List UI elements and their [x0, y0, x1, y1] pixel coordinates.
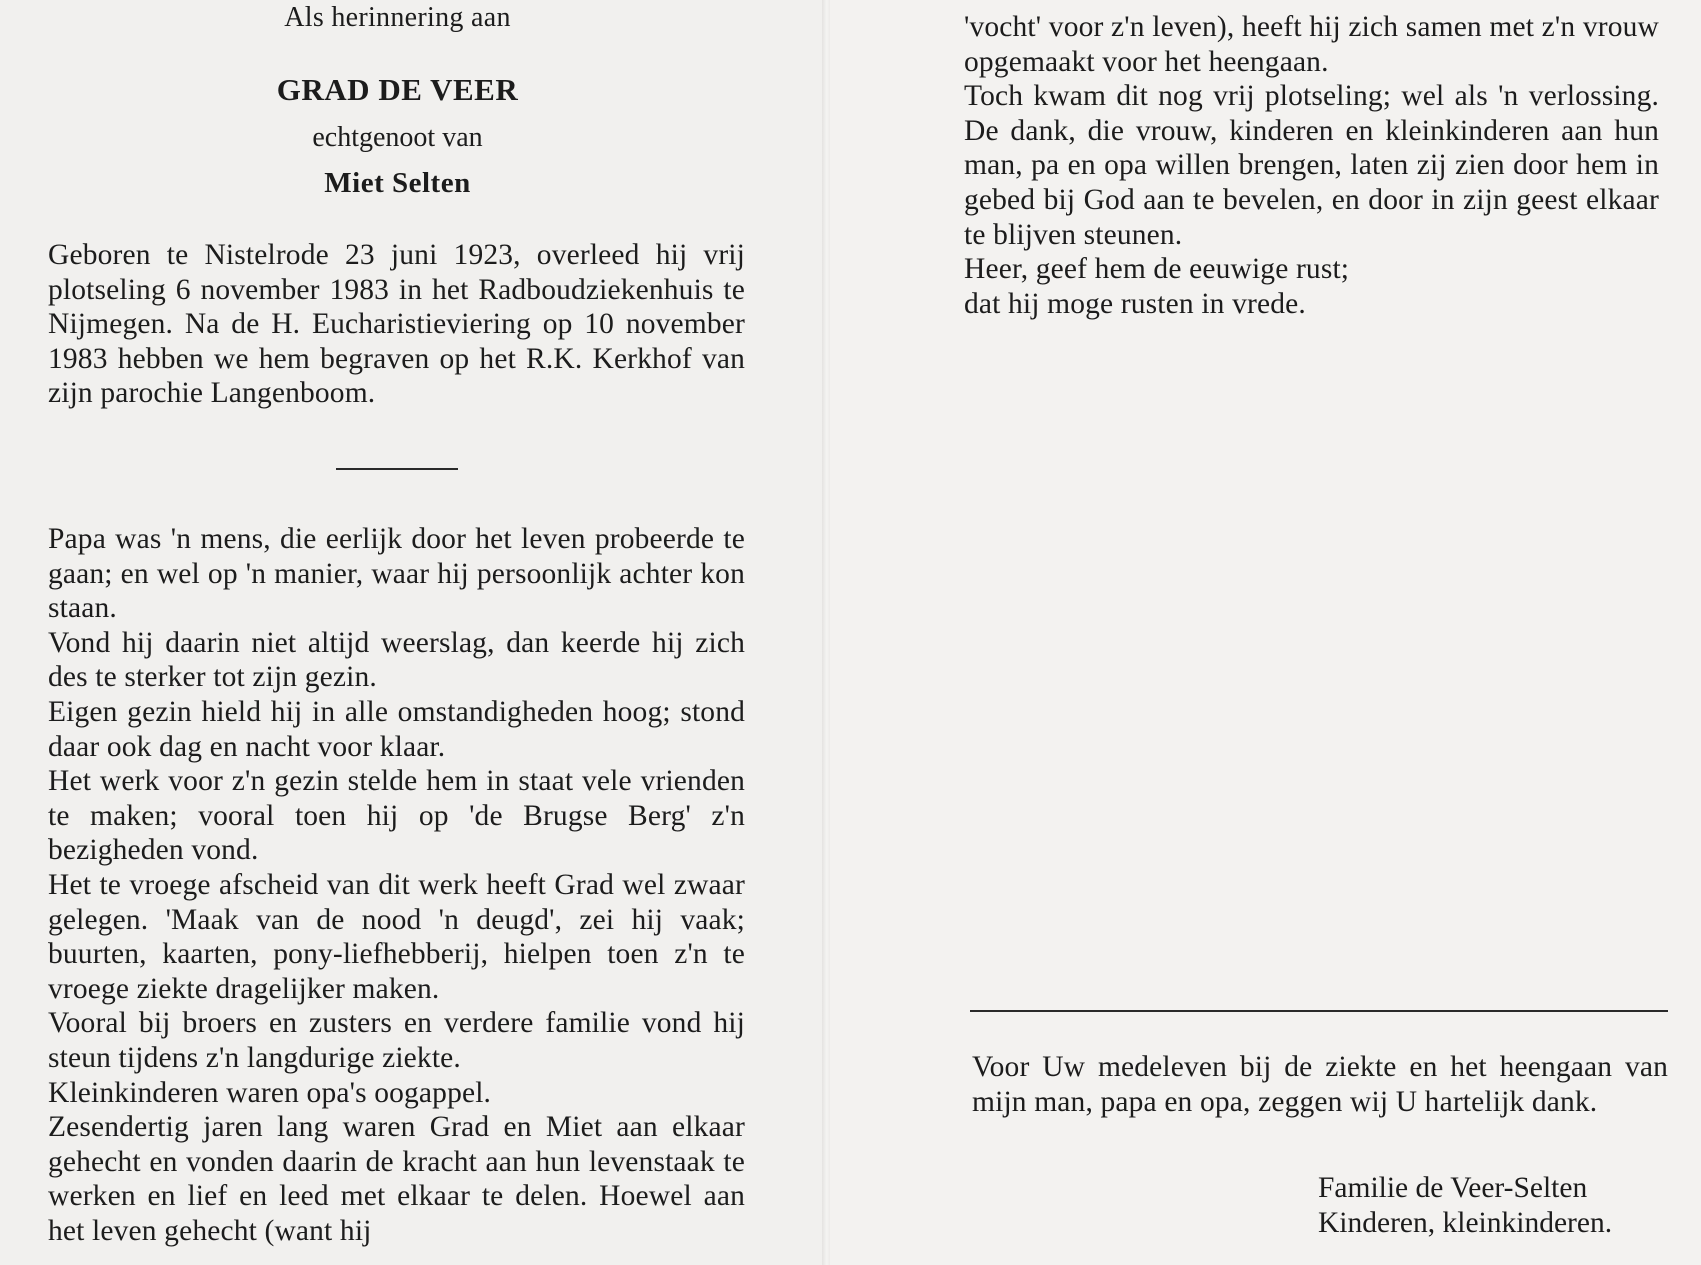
text-line: Het te vroege afscheid van dit werk heeft Grad wel zwaar gelegen. 'Maak van de nood 'n deugd', zei hij vaak; buurten, kaarten, pony-liefhebberij, hielpen toen z'n te vroege ziekte dragelijker maken. — [48, 868, 745, 1005]
text-line: Kleinkinderen waren opa's oogappel. — [48, 1076, 492, 1109]
memorial-text-continued — [964, 10, 1659, 321]
spouse-name: Miet Selten — [324, 167, 471, 199]
text-line: Het werk voor z'n gezin stelde hem in staat vele vrienden te maken; vooral toen hij op 'de Brugse Berg' z'n bezigheden vond. — [48, 765, 745, 867]
spouse-label: echtgenoot van — [312, 122, 483, 153]
text-line: Heer, geef hem de eeuwige rust; — [964, 253, 1350, 286]
text-line: Papa was 'n mens, die eerlijk door het leven probeerde te gaan; en wel op 'n manier, waar hij persoonlijk achter kon staan. — [48, 523, 745, 625]
card-fold — [822, 0, 830, 1265]
text-line: dat hij moge rusten in vrede. — [964, 287, 1306, 320]
intro-line: Als herinnering aan — [284, 2, 511, 33]
text-line: 'vocht' voor z'n leven), heeft hij zich samen met z'n vrouw opgemaakt voor het heengaan. — [964, 11, 1659, 78]
memorial-text — [48, 522, 745, 1248]
text-line: Zesendertig jaren lang waren Grad en Miet aan elkaar gehecht en vonden daarin de kracht aan hun levenstaak te werken en lief en leed met elkaar te delen. Hoewel aan het leven gehecht (want hij — [48, 1111, 745, 1247]
signature-block — [1318, 1171, 1612, 1240]
thanks-paragraph: Voor Uw medeleven bij de ziekte en het heengaan van mijn man, papa en opa, zeggen wij U hartelijk dank. — [972, 1051, 1668, 1118]
signature-children: Kinderen, kleinkinderen. — [1318, 1206, 1613, 1239]
birth-death-paragraph: Geboren te Nistelrode 23 juni 1923, overleed hij vrij plotseling 6 november 1983 in het Radboudziekenhuis te Nijmegen. Na de H. Eucharistieviering op 10 november 1983 hebben we hem begraven op het R.K. Kerkhof van zijn parochie Langenboom. — [48, 239, 745, 410]
text-line: Eigen gezin hield hij in alle omstandigheden hoog; stond daar ook dag en nacht voor klaar. — [48, 695, 745, 763]
short-divider — [336, 468, 458, 470]
deceased-name: GRAD DE VEER — [276, 72, 519, 107]
text-line: Vooral bij broers en zusters en verdere familie vond hij steun tijdens z'n langdurige ziekte. — [48, 1007, 745, 1074]
long-divider — [970, 1010, 1668, 1012]
text-line: Toch kwam dit nog vrij plotseling; wel als 'n verlossing. De dank, die vrouw, kinderen en kleinkinderen aan hun man, pa en opa willen brengen, laten zij zien door hem in gebed bij God aan te bevelen, en door in zijn geest elkaar te blijven steunen. — [964, 80, 1659, 251]
signature-family: Familie de Veer-Selten — [1318, 1172, 1588, 1204]
text-line: Vond hij daarin niet altijd weerslag, dan keerde hij zich des te sterker tot zijn gezin. — [48, 626, 745, 694]
